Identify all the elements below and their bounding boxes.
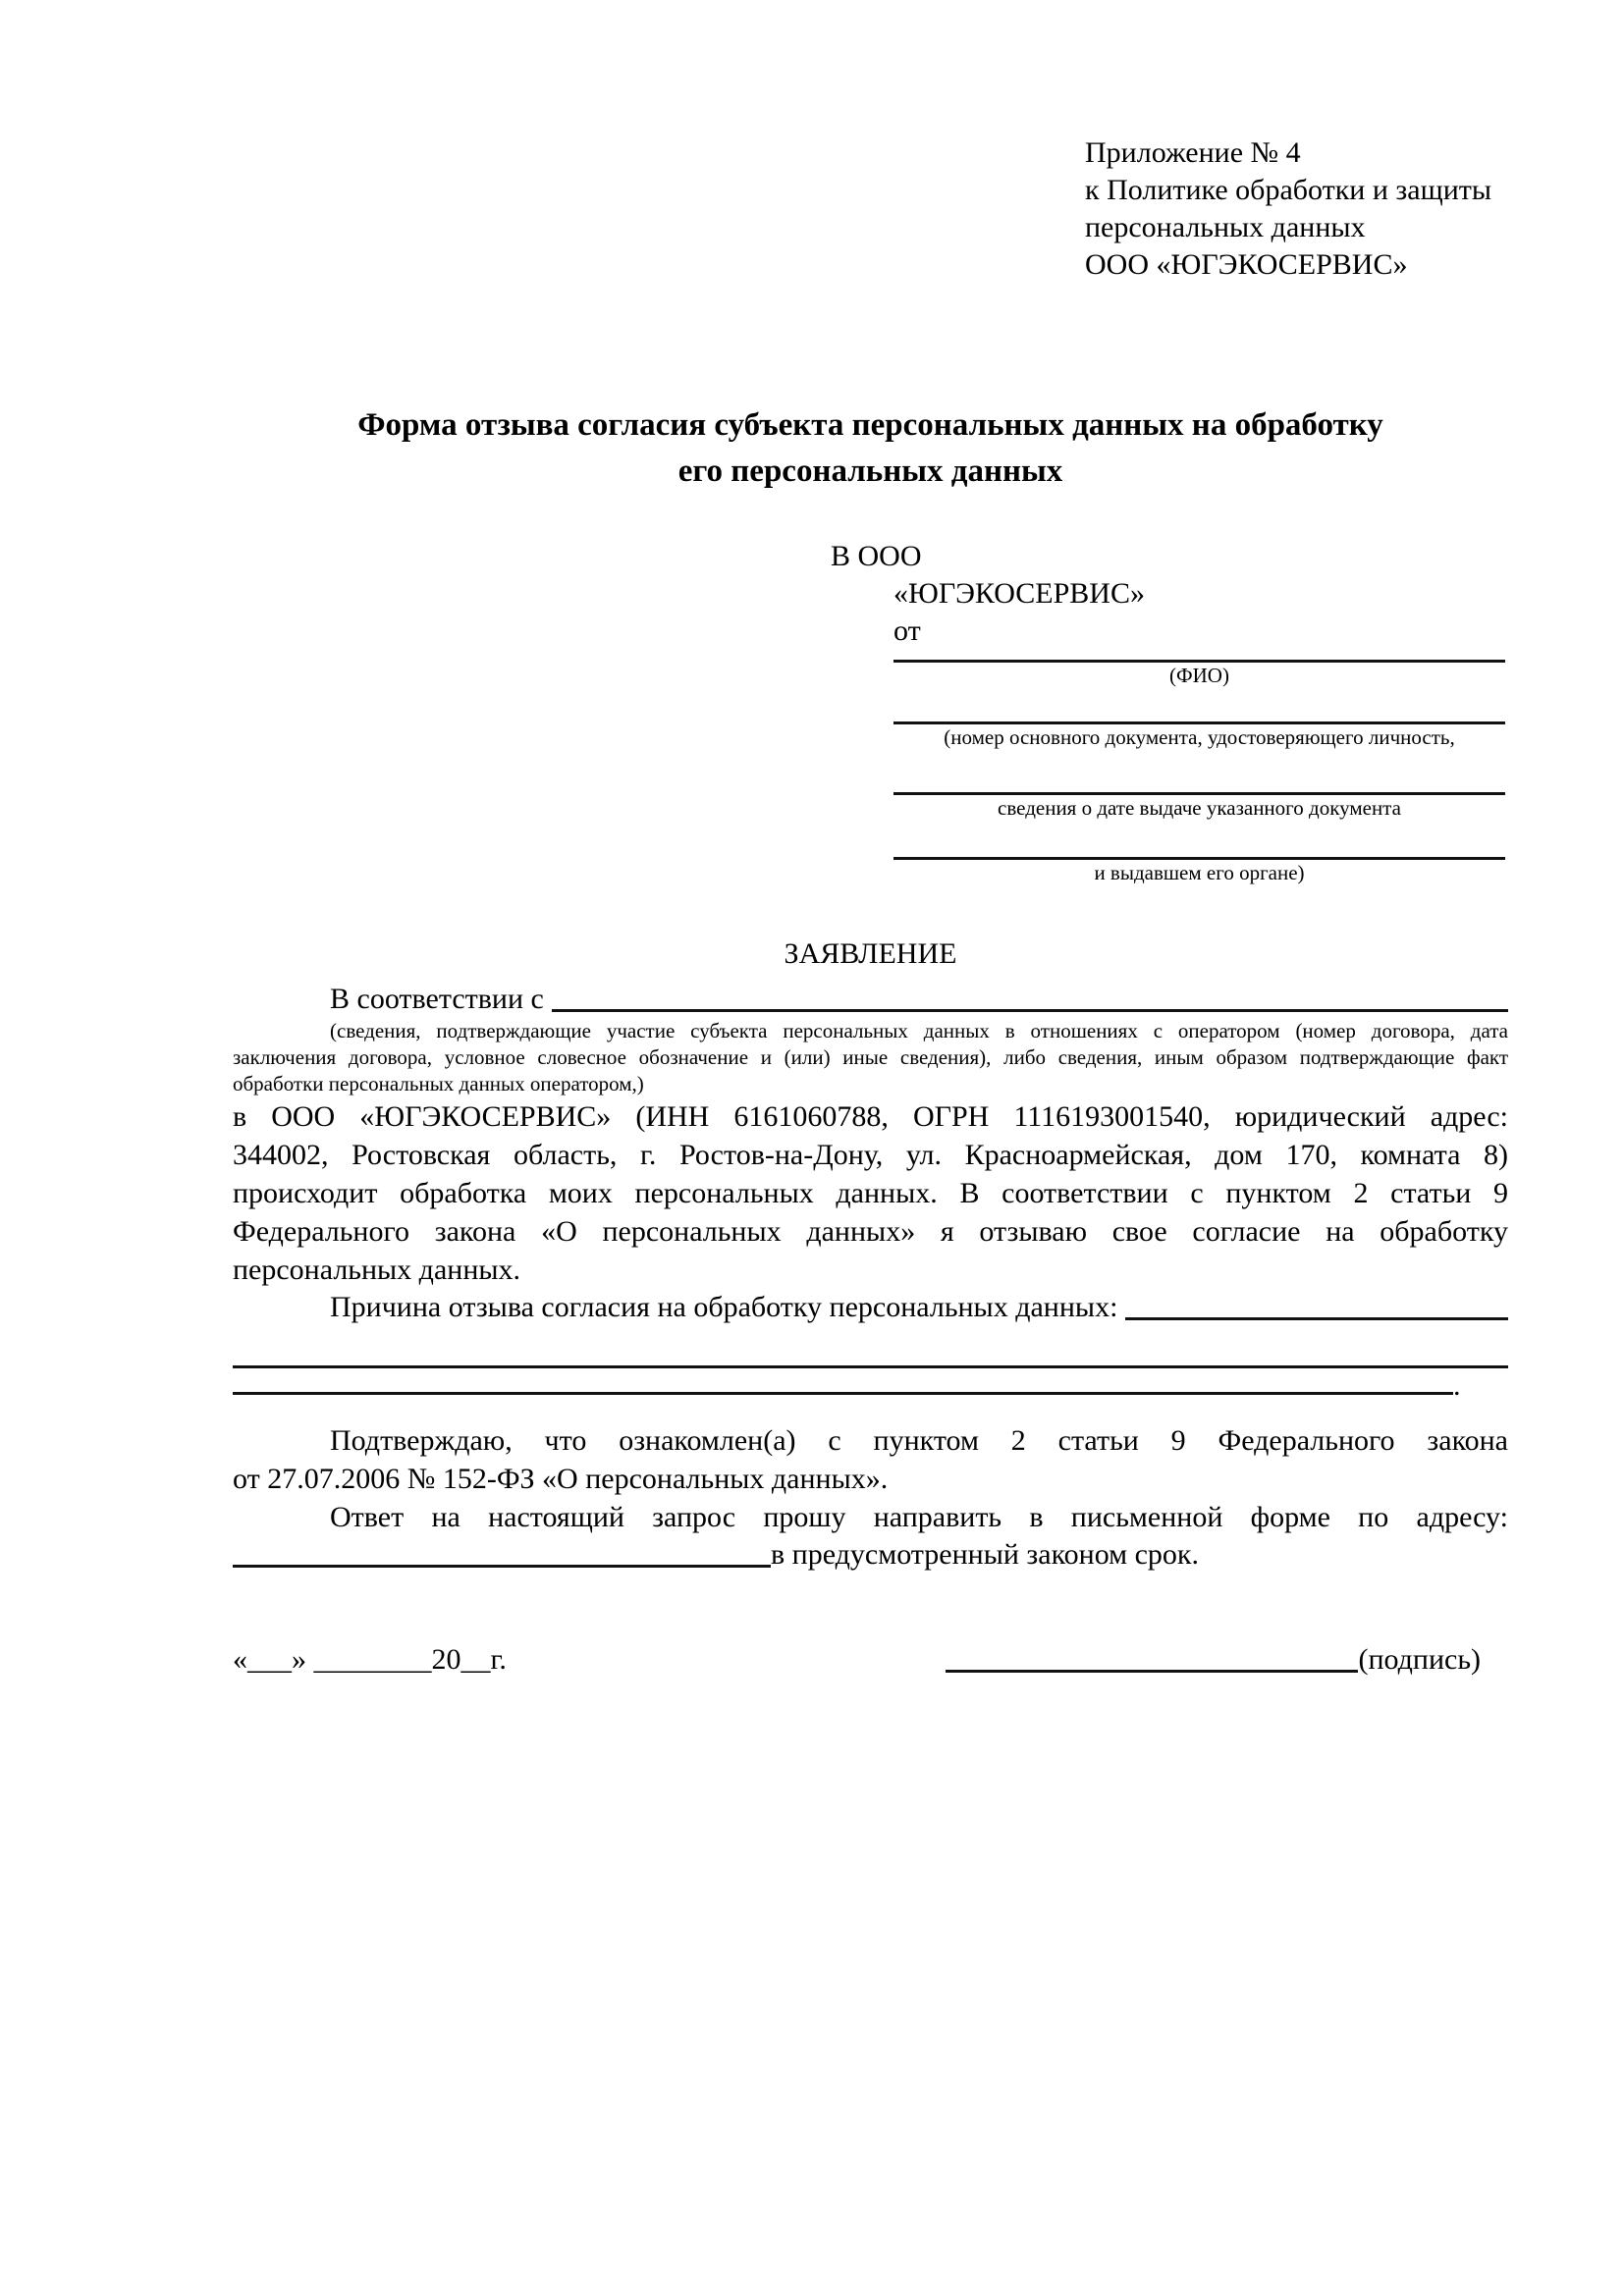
statement-heading: ЗАЯВЛЕНИЕ <box>784 937 957 970</box>
intro-row <box>233 981 1508 1018</box>
issuer-field <box>893 822 1505 886</box>
issue-date-field <box>893 751 1505 822</box>
issuer-caption: и выдавшем его органе) <box>1094 861 1305 884</box>
reply-suffix: в предусмотренный законом срок. <box>771 1538 1199 1571</box>
fio-input-line <box>893 650 1505 663</box>
issue-date-caption: сведения о дате выдаче указанного документа <box>998 796 1401 820</box>
confirm-line: от 27.07.2006 № 152-ФЗ «О персональных данных». <box>233 1463 889 1495</box>
issue-date-input-line <box>893 751 1505 795</box>
body-line: происходит обработка моих персональных данных. В соответствии с пунктом 2 статьи 9 <box>233 1177 1508 1209</box>
annex-line: Приложение № 4 <box>1085 136 1301 169</box>
body-line: в ООО «ЮГЭКОСЕРВИС» (ИНН 6161060788, ОГРН 1116193001540, юридический адрес: <box>233 1100 1508 1133</box>
issuer-input-line <box>893 822 1505 860</box>
reply-request-line: Ответ на настоящий запрос прошу направить в письменной форме по адресу: <box>330 1501 1508 1533</box>
signature-row <box>233 1641 1508 1679</box>
reply-address-blank-line <box>233 1565 771 1568</box>
annex-line: персональных данных <box>1085 211 1366 243</box>
confirm-line: Подтверждаю, что ознакомлен(а) с пунктом 2 статьи 9 Федерального закона <box>330 1424 1508 1457</box>
note-line: (сведения, подтверждающие участие субъекта персональных данных в отношениях с оператором (номер договора, дата <box>330 1019 1508 1042</box>
addressee-block <box>233 538 1508 886</box>
title-line: его персональных данных <box>677 454 1063 489</box>
reason-blank-line-3-rule <box>233 1392 1453 1395</box>
fio-field <box>893 650 1505 689</box>
statement-body <box>233 1097 1508 1289</box>
annex-line: ООО «ЮГЭКОСЕРВИС» <box>1085 248 1408 281</box>
addressee-from-label: от <box>893 614 921 647</box>
reason-period: . <box>1453 1369 1461 1402</box>
body-line: 344002, Ростовская область, г. Ростов-на-Дону, ул. Красноармейская, дом 170, комната 8) <box>233 1139 1508 1171</box>
date-template: «___» ________20__г. <box>233 1643 507 1676</box>
reason-label: Причина отзыва согласия на обработку персональных данных: <box>330 1291 1118 1323</box>
fio-caption: (ФИО) <box>1169 664 1229 687</box>
document-number-caption: (номер основного документа, удостоверяющего личность, <box>944 725 1455 749</box>
note-line: обработки персональных данных оператором,) <box>233 1072 644 1095</box>
reason-blank-line <box>1125 1317 1508 1320</box>
signature-blank-line <box>946 1670 1358 1673</box>
document-number-input-line <box>893 689 1505 724</box>
reason-blank-line-3 <box>233 1368 1508 1401</box>
body-line: персональных данных. <box>233 1254 521 1286</box>
signature-group <box>946 1641 1481 1679</box>
reason-row <box>233 1289 1508 1326</box>
document-title <box>233 402 1508 495</box>
reason-blank-line-2 <box>233 1326 1508 1368</box>
intro-prefix: В соответствии с <box>330 983 544 1015</box>
annex-header <box>1085 134 1508 284</box>
addressee-org: «ЮГЭКОСЕРВИС» <box>893 577 1145 610</box>
title-line: Форма отзыва согласия субъекта персональных данных на обработку <box>357 407 1383 443</box>
signature-caption: (подпись) <box>1358 1643 1481 1676</box>
intro-note <box>233 1018 1508 1097</box>
document-number-field <box>893 689 1505 751</box>
reply-address-row <box>233 1536 1508 1574</box>
body-line: Федерального закона «О персональных данных» я отзываю свое согласие на обработку <box>233 1215 1508 1248</box>
note-line: заключения договора, условное словесное обозначение и (или) иные сведения), либо сведения, иным образом подтверждающие факт <box>233 1045 1508 1069</box>
confirm-paragraph <box>233 1421 1508 1498</box>
addressee-to: В ООО <box>831 540 922 572</box>
annex-line: к Политике обработки и защиты <box>1085 174 1492 206</box>
intro-blank-line <box>552 1009 1508 1012</box>
